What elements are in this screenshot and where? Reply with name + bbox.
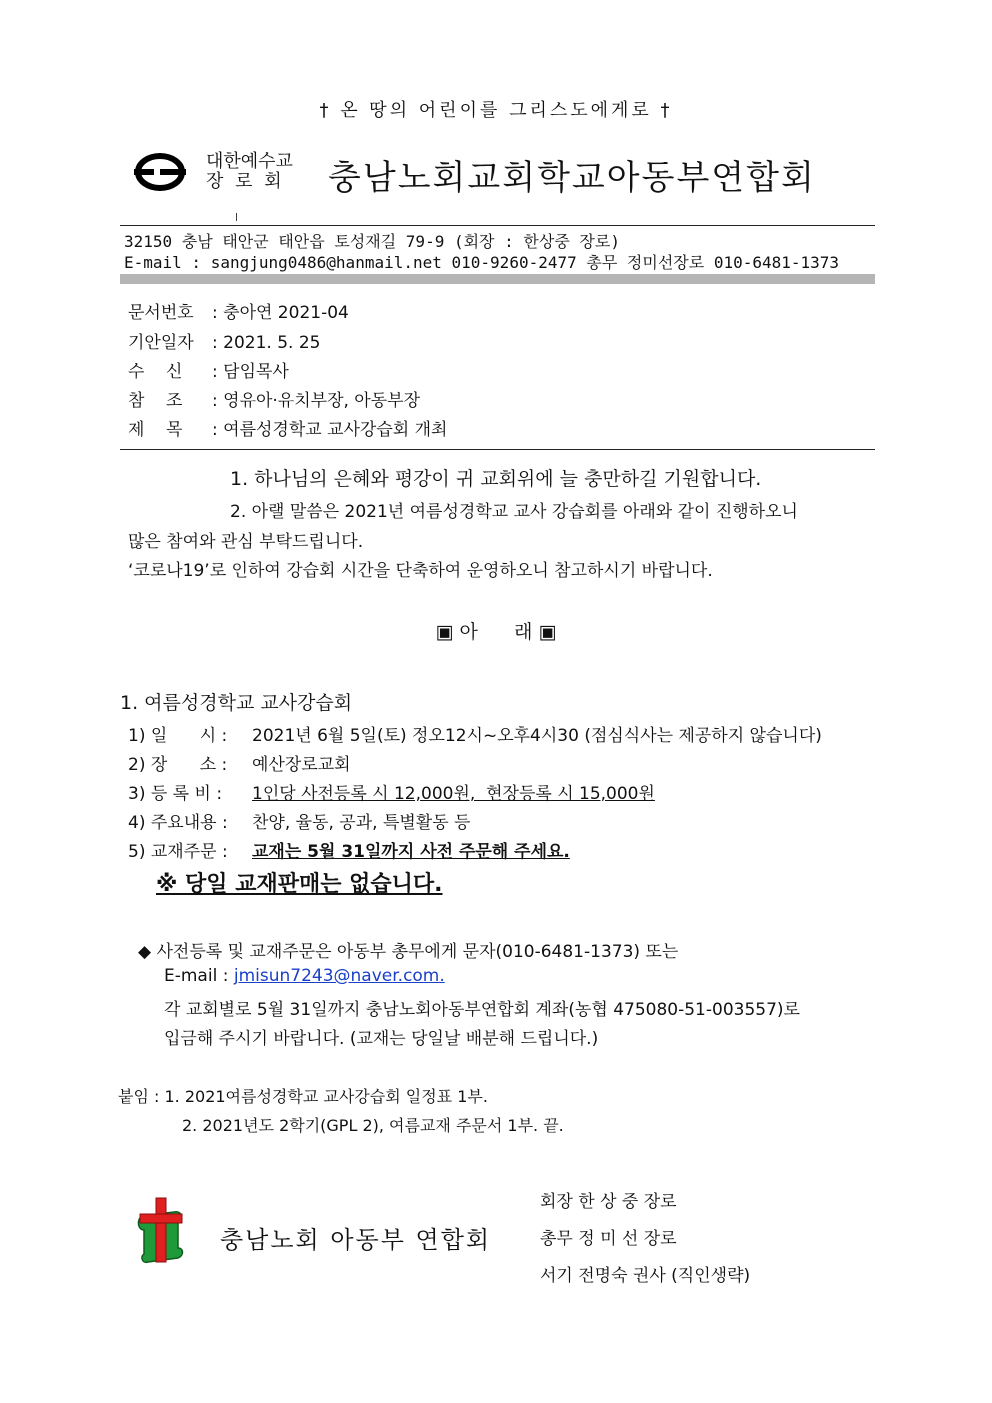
item-datetime: 1) 일 시 : 2021년 6월 5일(토) 정오12시~오후4시30 (점심식사는 제공하지 않습니다): [128, 726, 822, 746]
body-paragraph-3: ‘코로나19’로 인하여 강습회 시간을 단축하여 운영하오니 참고하시기 바랍니다.: [128, 561, 713, 581]
meta-draft-date: 기안일자 : 2021. 5. 25: [128, 333, 321, 353]
motto: † 온 땅의 어린이를 그리스도에게로 †: [319, 100, 673, 121]
registration-email-line: E-mail : jmisun7243@naver.com.: [164, 966, 445, 986]
attachment-line-1: 붙임 : 1. 2021여름성경학교 교사강습회 일정표 1부.: [118, 1087, 488, 1106]
registration-line-4: 입금해 주시기 바랍니다. (교재는 당일날 배분해 드립니다.): [164, 1029, 599, 1049]
attachment-line-2: 2. 2021년도 2학기(GPL 2), 여름교재 주문서 1부. 끝.: [182, 1116, 564, 1135]
item-fee: 3) 등 록 비 : 1인당 사전등록 시 12,000원, 현장등록 시 15,000원: [128, 784, 655, 804]
address-line: 32150 충남 태안군 태안읍 토성재길 79-9 (회장 : 한상중 장로): [124, 232, 620, 251]
registration-line-3: 각 교회별로 5월 31일까지 충남노회아동부연합회 계좌(농협 475080-51-003557)로: [164, 1000, 800, 1020]
signature-secretary-general: 총무 정 미 선 장로: [540, 1229, 677, 1249]
cross-scroll-logo-icon: [134, 1196, 190, 1266]
registration-line-1: ◆ 사전등록 및 교재주문은 아동부 총무에게 문자(010-6481-1373) 또는: [138, 942, 679, 962]
email-link[interactable]: jmisun7243@naver.com.: [233, 966, 445, 986]
denomination-label: 대한예수교 장 로 회: [206, 151, 293, 192]
header-divider-bar: [120, 274, 875, 284]
body-paragraph-2a: 2. 아랠 말씀은 2021년 여름성경학교 교사 강습회를 아래와 같이 진행하오니: [230, 502, 798, 522]
organization-name: 충남노회교회학교아동부연합회: [328, 158, 816, 198]
meta-subject: 제 목 : 여름성경학교 교사강습회 개최: [128, 420, 448, 440]
no-sale-notice: ※ 당일 교재판매는 없습니다.: [156, 872, 443, 897]
section-title: 1. 여름성경학교 교사강습회: [120, 692, 353, 714]
footer-organization: 충남노회 아동부 연합회: [220, 1226, 492, 1254]
body-paragraph-1: 1. 하나님의 은혜와 평강이 귀 교회위에 늘 충만하길 기원합니다.: [230, 468, 762, 490]
meta-doc-number: 문서번호 : 충아연 2021-04: [128, 303, 349, 323]
contact-line: E-mail : sangjung0486@hanmail.net 010-9260-2477 총무 정미선장로 010-6481-1373: [124, 253, 840, 272]
item-content: 4) 주요내용 : 찬양, 율동, 공과, 특별활동 등: [128, 813, 471, 833]
item-textbook-order: 5) 교재주문 : 교재는 5월 31일까지 사전 주문해 주세요.: [128, 842, 570, 862]
meta-rule: [120, 449, 875, 450]
body-paragraph-2b: 많은 참여와 관심 부탁드립니다.: [128, 532, 364, 552]
item-location: 2) 장 소 : 예산장로교회: [128, 755, 351, 775]
meta-reference: 참 조 : 영유아·유치부장, 아동부장: [128, 391, 420, 411]
text-cursor-mark: [236, 213, 237, 221]
below-heading: ▣ 아 래 ▣: [435, 621, 557, 643]
header-rule: [120, 225, 875, 226]
church-logo-icon: [134, 152, 186, 192]
meta-recipient: 수 신 : 담임목사: [128, 362, 289, 382]
signature-president: 회장 한 상 중 장로: [540, 1192, 677, 1212]
signature-clerk: 서기 전명숙 권사 (직인생략): [540, 1266, 751, 1286]
